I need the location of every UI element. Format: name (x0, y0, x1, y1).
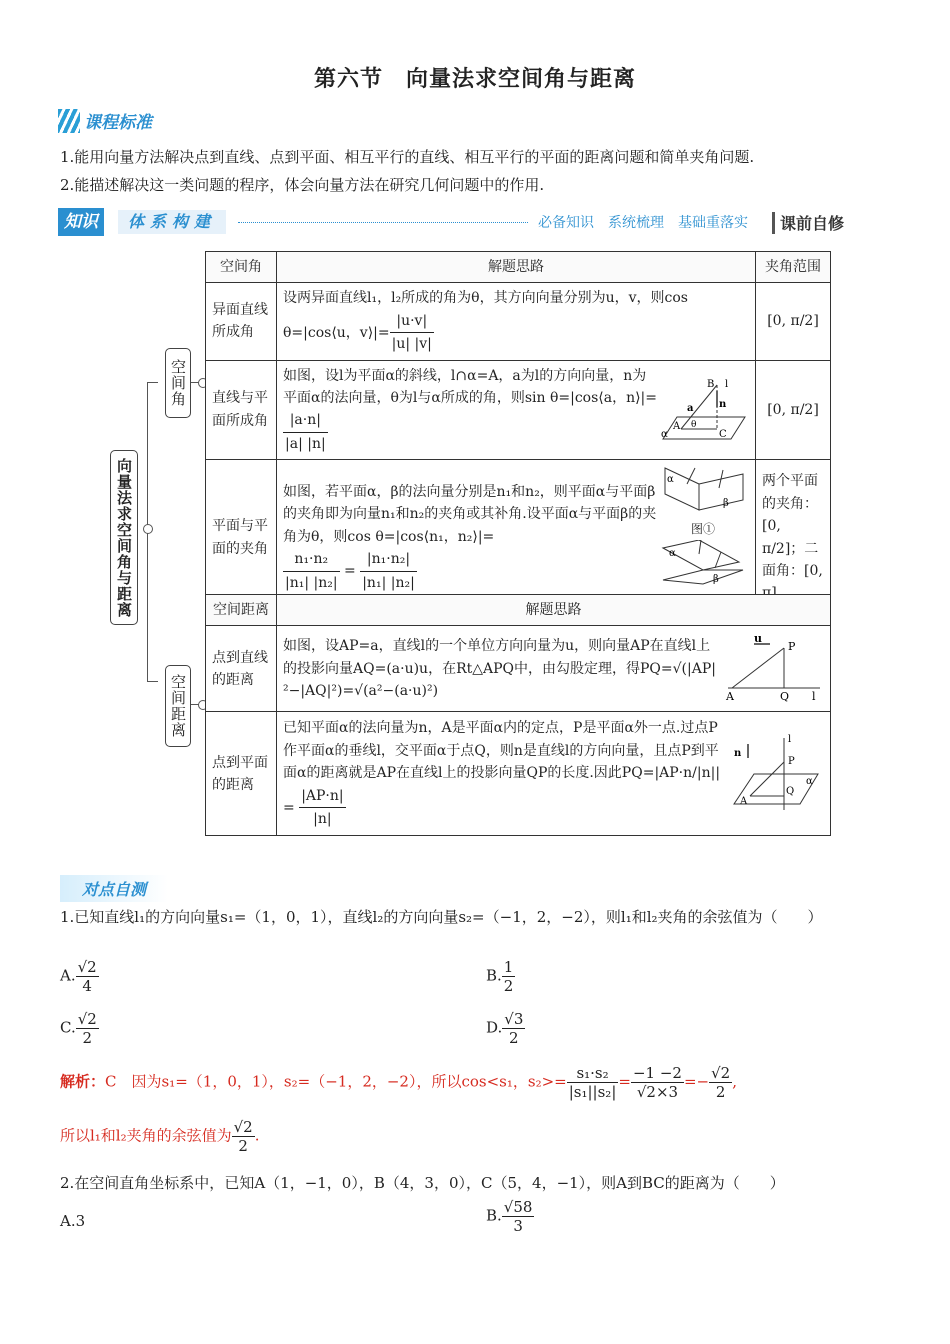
question-1: 1.已知直线l₁的方向向量s₁=（1，0，1），直线l₂的方向向量s₂=（−1，2，−2），则l₁和l₂夹角的余弦值为（ ） (60, 908, 823, 926)
q1-solution: 解析：C 因为s₁=（1，0，1），s₂=（−1，2，−2），所以cos<s₁，s₂>= $\frac{\text{s₁·s₂}}{\text{|s₁||s₂|}}$ = $\frac{-1 -2}{√2\times 3}$ =− $\frac{√2}{2}$ , (60, 1064, 737, 1101)
fraction: $\frac{|u\cdot v|}{|u| |v|}$ (390, 310, 434, 356)
svg-text:α: α (667, 474, 674, 486)
q1-option-c: C. $\frac{√2}{2}$ (60, 1010, 97, 1047)
fraction: $\frac{\text{|n₁·n₂|}}{\text{|n₁| |n₂|}}$ (360, 548, 417, 594)
figure-1-label: 图① (690, 522, 715, 537)
fraction: $\frac{|a\cdot n|}{|a| |n|}$ (283, 409, 328, 455)
row-range: 两个平面的夹角：[0, π/2]；二面角：[0, (756, 460, 831, 616)
svg-text:θ: θ (691, 419, 697, 430)
abs-fraction: |AP·n/|n|| (654, 765, 721, 782)
angle-table (205, 251, 831, 616)
svg-text:B: B (707, 378, 715, 390)
course-standard-banner (58, 108, 152, 133)
page-title: 第六节 向量法求空间角与距离 (313, 66, 636, 92)
system-tag: 体系构建 (118, 210, 226, 234)
q1-option-d: D. $\frac{√3}{2}$ (486, 1010, 524, 1047)
fraction: $\frac{|AP\cdot n|}{|n|}$ (299, 785, 345, 831)
question-2: 2.在空间直角坐标系中，已知A（1，−1，0），B（4，3，0），C（5，4，−1），则A到BC的距离为（ ） (60, 1174, 785, 1192)
q2-option-b: B. $\frac{√58}{3}$ (486, 1198, 533, 1235)
distance-table (205, 594, 831, 836)
row-text (277, 626, 831, 712)
preclass-label: 课前自修 (780, 214, 845, 233)
knowledge-tag: 知识 (58, 208, 104, 236)
row-name: 直线与平面所成角 (206, 360, 277, 460)
angle-node: 空间角 (165, 348, 191, 418)
dotted-divider (238, 222, 528, 223)
main-node: 向量法求空间角与距离 (110, 450, 138, 625)
row-name: 点到直线的距离 (206, 626, 277, 712)
svg-text:A: A (740, 795, 748, 807)
tree-node-dot (143, 524, 153, 534)
planes-figure-2 (659, 540, 747, 586)
svg-text:P: P (788, 639, 796, 653)
svg-text:Q: Q (780, 689, 790, 702)
row-text: 如图，设l为平面α的斜线，l∩α=A，a为l的方向向量，n为平面α的法向量，θ为l与α所成的角，则sin θ=|cos⟨a，n⟩|= $\frac{|a\cdot n|}{|a| |n|}$ α A C B l n a θ (277, 360, 756, 460)
knowledge-subtitle: 必备知识 系统梳理 基础重落实 (538, 215, 748, 231)
svg-text:α: α (669, 547, 676, 559)
self-test-banner (60, 875, 168, 902)
course-standard-label: 课程标准 (84, 113, 152, 133)
svg-text:A: A (673, 420, 681, 432)
svg-text:β: β (713, 573, 719, 585)
q2-option-a: A.3 (60, 1212, 86, 1230)
row-text: 已知平面α的法向量为n，A是平面α内的定点，P是平面α外一点.过点P作平面α的垂线l，交平面α于点Q，则n是直线l的方向向量，且点P到平面α的距离就是AP在直线l上的投影向量QP的长度.因此PQ=|AP·n/|n|| = $\frac{|AP\cdot n|}{|n|}$ l P n A Q α (277, 712, 831, 836)
svg-text:Q: Q (786, 785, 795, 797)
row-range: [0, π/2] (756, 360, 831, 460)
svg-text:u: u (754, 635, 762, 645)
svg-text:α: α (806, 775, 813, 787)
svg-text:n: n (734, 747, 742, 759)
line-plane-diagram (659, 377, 749, 443)
row-name: 点到平面的距离 (206, 712, 277, 836)
point-line-text: 如图，设AP=a，直线l的一个单位方向向量为u，则向量AP在直线l上的投影向量AQ=(a·u)u，在Rt△APQ中，由勾股定理，得PQ=√(|AP|²−|AQ|²)=√(a²−(a·u)²) (283, 638, 716, 700)
svg-text:C: C (719, 428, 727, 440)
distance-node: 空间距离 (165, 665, 191, 747)
row-name: 平面与平面的夹角 (206, 460, 277, 616)
svg-text:l: l (788, 733, 792, 745)
planes-figure-1 (659, 464, 747, 514)
header-cell: 空间距离 (206, 595, 277, 626)
knowledge-banner (58, 208, 848, 238)
header-cell: 解题思路 (277, 252, 756, 283)
svg-text:a: a (687, 402, 694, 414)
svg-text:n: n (719, 398, 727, 410)
header-cell: 夹角范围 (756, 252, 831, 283)
fraction: $\frac{\text{n₁·n₂}}{\text{|n₁| |n₂|}}$ (283, 548, 340, 594)
self-test-label: 对点自测 (60, 875, 168, 902)
svg-text:α: α (661, 428, 668, 440)
q1-solution-line-2: 所以l₁和l₂夹角的余弦值为 $\frac{√2}{2}$ . (60, 1118, 260, 1155)
svg-text:β: β (723, 498, 729, 510)
q1-option-a: A. $\frac{√2}{4}$ (60, 958, 97, 995)
standard-line-1: 1.能用向量方法解决点到直线、点到平面、相互平行的直线、相互平行的平面的距离问题和简单夹角问题. (60, 148, 755, 166)
header-cell: 空间角 (206, 252, 277, 283)
q1-option-b: B. $\frac{1}{2}$ (486, 958, 514, 995)
svg-text:l: l (812, 689, 816, 702)
row-name: 异面直线所成角 (206, 283, 277, 360)
point-line-diagram (724, 636, 824, 702)
stripes-icon (58, 109, 80, 133)
row-text: 如图，若平面α，β的法向量分别是n₁和n₂，则平面α与平面β的夹角即为向量n₁和n₂的夹角或其补角.设平面α与平面β的夹角为θ，则cos θ=|cos⟨n₁，n₂⟩|= $\frac{\text{n₁·n₂}}{\text{|n₁| |n₂|}}$ = $\frac{\text{|n₁·n₂|}}{\text{|n₁| |n₂|}}$ α β 图① α β (277, 460, 756, 616)
standard-line-2: 2.能描述解决这一类问题的程序，体会向量方法在研究几何问题中的作用. (60, 176, 545, 194)
header-cell: 解题思路 (277, 595, 831, 626)
row-text: 设两异面直线l₁，l₂所成的角为θ，其方向向量分别为u，v，则cos θ=|cos⟨u，v⟩|= $\frac{|u\cdot v|}{|u| |v|}$ (277, 283, 756, 360)
svg-text:P: P (788, 755, 795, 767)
divider-bar (772, 212, 775, 234)
point-plane-diagram (728, 734, 824, 814)
row-range: [0, π/2] (756, 283, 831, 360)
svg-text:A: A (726, 689, 734, 702)
svg-text:l: l (725, 378, 729, 390)
